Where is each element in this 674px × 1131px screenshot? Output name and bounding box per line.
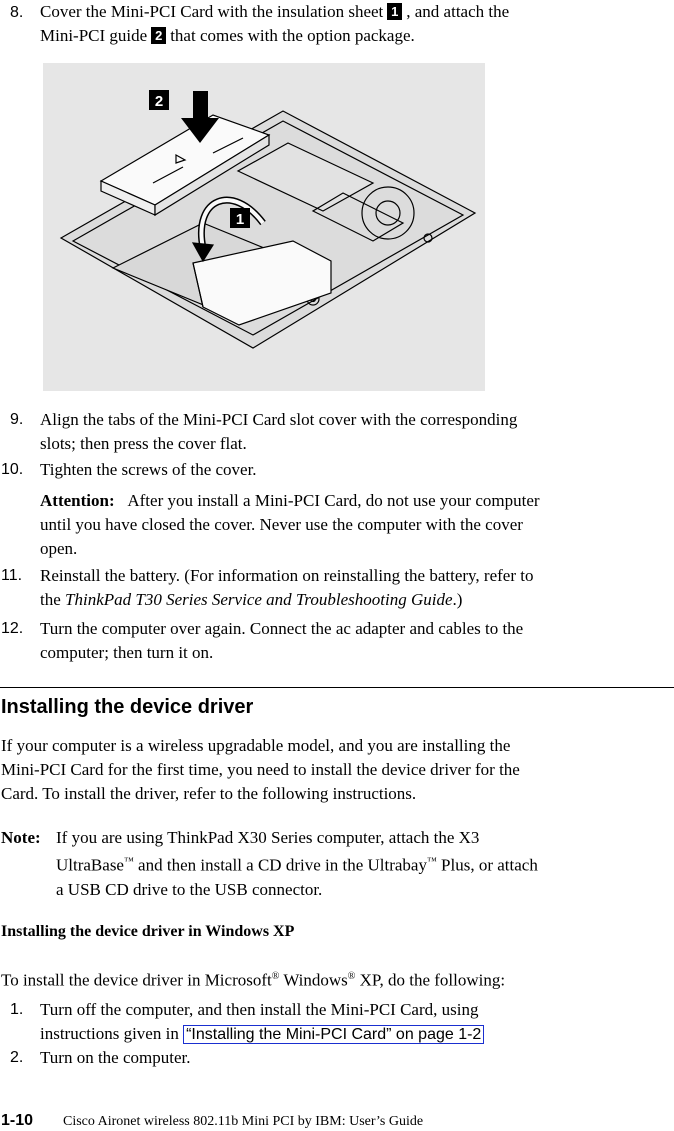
step-1-text: Turn off the computer, and then install the Mini-PCI Card, using instructions given in “Installing the Mini-PCI Card” on page 1-2 bbox=[40, 998, 484, 1047]
section-divider bbox=[0, 687, 674, 688]
figure-callout-2-label: 2 bbox=[154, 93, 164, 110]
note-text: If you are using ThinkPad X30 Series computer, attach the X3 UltraBase™ and then install a CD drive in the Ultrabay™ Plus, or attach a USB CD drive to the USB connector. bbox=[56, 828, 538, 899]
step-number: 8. bbox=[10, 4, 24, 21]
footer-title: Cisco Aironet wireless 802.11b Mini PCI by IBM: User’s Guide bbox=[63, 1114, 424, 1129]
installation-figure bbox=[43, 63, 485, 391]
subsection-title: Installing the device driver in Windows XP bbox=[1, 923, 295, 940]
step-8-text: Cover the Mini-PCI Card with the insulation sheet 1 , and attach the Mini-PCI guide 2 that comes with the option package. bbox=[40, 2, 510, 45]
guide-title: ThinkPad T30 Series Service and Troubleshooting Guide bbox=[65, 590, 453, 609]
step-2-text: Turn on the computer. bbox=[40, 1048, 191, 1067]
section-paragraph: If your computer is a wireless upgradable model, and you are installing the Mini-PCI Card for the first time, you need to install the device driver for the Card. To install the driver, refer to the following instructions. bbox=[1, 736, 520, 803]
callout-1: 1 bbox=[387, 3, 402, 20]
laptop-underside-illustration bbox=[43, 63, 485, 391]
step-number: 10. bbox=[1, 461, 24, 478]
section-title: Installing the device driver bbox=[1, 696, 254, 718]
step-9-text: Align the tabs of the Mini-PCI Card slot cover with the corresponding slots; then press the cover flat. bbox=[40, 410, 518, 453]
step-number: 2. bbox=[10, 1049, 24, 1066]
step-10-text: Tighten the screws of the cover. bbox=[40, 460, 257, 479]
step-12-text: Turn the computer over again. Connect the ac adapter and cables to the computer; then turn it on. bbox=[40, 619, 524, 662]
attention-block: Attention: After you install a Mini-PCI Card, do not use your computer until you have closed the cover. Never use the computer with the cover open. bbox=[40, 491, 540, 558]
callout-2: 2 bbox=[151, 27, 166, 44]
step-number: 11. bbox=[1, 567, 23, 584]
figure-callout-1-label: 1 bbox=[235, 211, 245, 228]
page-number: 1-10 bbox=[1, 1112, 34, 1129]
intro-text: To install the device driver in Microsoft® Windows® XP, do the following: bbox=[1, 970, 506, 990]
step-11-text: Reinstall the battery. (For information on reinstalling the battery, refer to the ThinkPad T30 Series Service and Troubleshooting Guide.) bbox=[40, 566, 534, 609]
step-number: 12. bbox=[1, 620, 24, 637]
step-number: 9. bbox=[10, 411, 24, 428]
step-8 bbox=[10, 0, 23, 25]
cross-reference-link[interactable]: “Installing the Mini-PCI Card” on page 1-2 bbox=[183, 1025, 484, 1044]
note-label: Note: bbox=[1, 828, 41, 847]
attention-label: Attention: bbox=[40, 491, 115, 510]
step-number: 1. bbox=[10, 1001, 24, 1018]
